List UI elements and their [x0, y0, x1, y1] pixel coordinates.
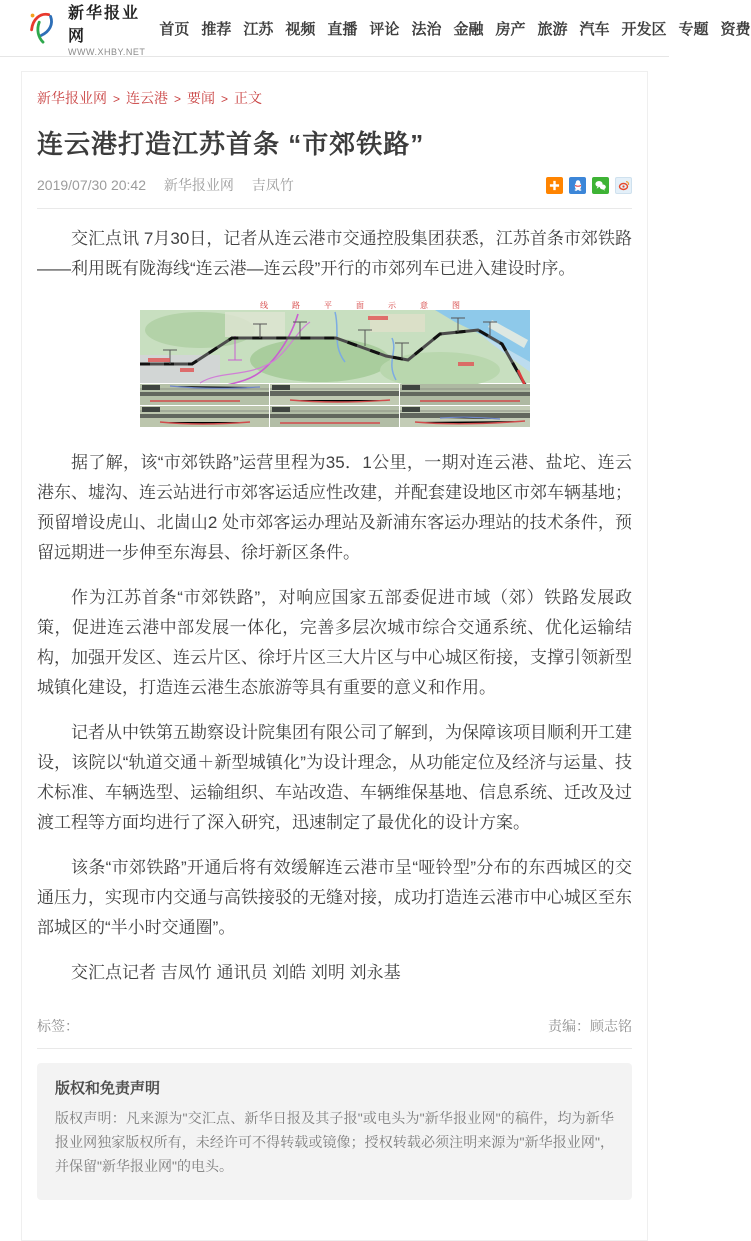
logo-title: 新华报业网: [68, 4, 141, 45]
article-body: [37, 224, 632, 988]
share-plus-icon[interactable]: [546, 177, 563, 194]
tags-label: 标签：: [37, 1018, 79, 1034]
meta-divider: [37, 208, 632, 209]
breadcrumb: [37, 88, 632, 108]
article-source: 新华报业网: [163, 177, 234, 193]
copyright-text: 版权声明：凡来源为"交汇点、新华日报及其子报"或电头为"新华报业网"的稿件，均为新华报业网独家版权所有，未经许可不得转载或镜像；授权转载必须注明来源为"新华报业网"，并保留"新华报业网"的电头。: [55, 1110, 614, 1174]
footer-divider: [37, 1048, 632, 1049]
article-paragraph: 作为江苏首条“市郊铁路”，对响应国家五部委促进市域（郊）铁路发展政策，促进连云港中部发展一体化，完善多层次城市综合交通系统、优化运输结构，加强开发区、连云片区、徐圩片区三大片区与中心城区衔接，支撑引领新型城镇化建设，打造连云港生态旅游等具有重要的意义和作用。: [37, 588, 632, 697]
page-title: 连云港打造江苏首条 “市郊铁路”: [37, 129, 425, 159]
article-paragraph: 交汇点讯 7月30日，记者从连云港市交通控股集团获悉，江苏首条市郊铁路——利用既有陇海线“连云港—连云段”开行的市郊列车已进入建设时序。: [37, 229, 632, 278]
breadcrumb-item-current: 正文: [234, 90, 263, 106]
nav-item-realestate[interactable]: 房产: [495, 20, 526, 38]
site-logo[interactable]: [24, 0, 145, 57]
breadcrumb-separator: >: [113, 92, 121, 106]
editor-label: 责编：: [548, 1018, 590, 1034]
article-paragraph: 据了解，该“市郊铁路”运营里程为35．1公里，一期对连云港、盐坨、连云港东、墟沟、连云站进行市郊客运适应性改建，并配套建设地区市郊车辆基地；预留增设虎山、北崮山2 处市郊客运办理站及新浦东客运办理站的技术条件，预留远期进一步伸至东海县、徐圩新区条件。: [37, 453, 632, 562]
nav-item-recommend[interactable]: 推荐: [201, 20, 232, 38]
breadcrumb-item-site[interactable]: 新华报业网: [37, 90, 107, 106]
nav-item-devzone[interactable]: 开发区: [621, 20, 667, 38]
logo-subtitle: WWW.XHBY.NET: [68, 46, 146, 57]
nav-item-live[interactable]: 直播: [327, 20, 358, 38]
qq-share-icon[interactable]: [569, 177, 586, 194]
publish-date: 2019/07/30 20:42: [37, 177, 146, 193]
breadcrumb-item-lianyungang[interactable]: 连云港: [126, 90, 169, 106]
nav-item-special[interactable]: 专题: [678, 20, 709, 38]
map-title-chars: 线路平面示意图: [259, 301, 484, 310]
nav-item-travel[interactable]: 旅游: [537, 20, 568, 38]
breadcrumb-separator: >: [174, 92, 182, 106]
share-bar: [546, 177, 632, 194]
main-nav: [159, 18, 750, 39]
site-header: [0, 0, 751, 57]
nav-item-video[interactable]: 视频: [285, 20, 316, 38]
breadcrumb-separator: >: [221, 92, 229, 106]
nav-item-jiangsu[interactable]: 江苏: [243, 20, 274, 38]
copyright-title: 版权和免责声明: [55, 1080, 161, 1097]
nav-item-law[interactable]: 法治: [411, 20, 442, 38]
article-card: [21, 71, 648, 1241]
breadcrumb-item-news[interactable]: 要闻: [187, 90, 216, 106]
nav-item-finance[interactable]: 金融: [453, 20, 484, 38]
article-author: 吉凤竹: [251, 177, 294, 193]
article-meta-row: [37, 175, 632, 195]
railway-map-image: [37, 300, 632, 432]
article-paragraph: 记者从中铁第五勘察设计院集团有限公司了解到，为保障该项目顺利开工建设，该院以“轨道交通＋新型城镇化”为设计理念，从功能定位及经济与运量、技术标准、车辆选型、运输组织、车站改造、车辆维保基地、信息系统、迁改及过渡工程等方面均进行了深入研究，迅速制定了最优化的设计方案。: [37, 723, 632, 832]
logo-icon: [24, 6, 62, 51]
wechat-share-icon[interactable]: [592, 177, 609, 194]
nav-item-home[interactable]: 首页: [159, 20, 190, 38]
article-byline: 交汇点记者 吉凤竹 通讯员 刘皓 刘明 刘永基: [71, 963, 401, 982]
editor-name: 顾志铭: [590, 1018, 632, 1034]
weibo-share-icon[interactable]: [615, 177, 632, 194]
article-paragraph: 该条“市郊铁路”开通后将有效缓解连云港市呈“哑铃型”分布的东西城区的交通压力，实现市内交通与高铁接驳的无缝对接，成功打造连云港市中心城区至东部城区的“半小时交通圈”。: [37, 858, 632, 937]
nav-item-auto[interactable]: 汽车: [579, 20, 610, 38]
nav-item-fees[interactable]: 资费: [720, 20, 751, 38]
copyright-box: [37, 1063, 632, 1200]
tags-row: [37, 1016, 632, 1036]
nav-item-comment[interactable]: 评论: [369, 20, 400, 38]
